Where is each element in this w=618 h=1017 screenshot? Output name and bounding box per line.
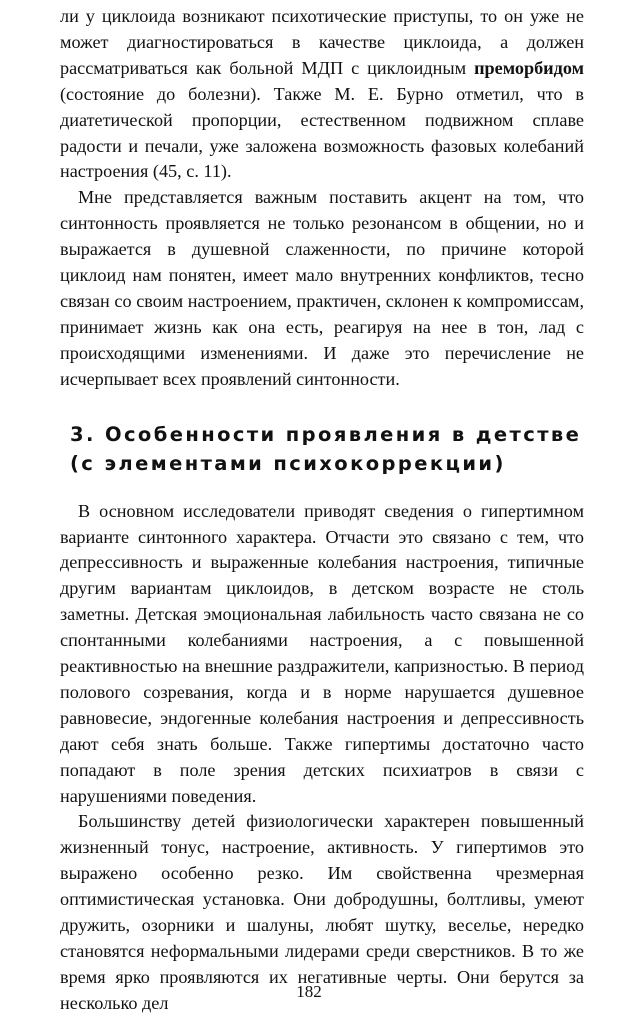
section-heading-line: (с элементами психокоррекции) <box>70 451 506 475</box>
section-heading-line: 3. Особенности проявления в детстве <box>70 422 582 446</box>
paragraph-text: ли у циклоида возникают психотические приступы, то он уже не может диагностироваться в качестве циклоида, а должен рассматриваться как больной МДП с циклоидным <box>60 6 584 78</box>
paragraph-children: Большинству детей физиологически характерен повышенный жизненный тонус, настроение, активность. У гипертимов это выражено особенно резко. Им свойственна чрезмерная оптимистическая установка. Они добродушны, болтливы, умеют дружить, озорники и шалуны, любят шутку, веселье, нередко становятся неформальными лидерами среди сверстников. В то же время ярко проявляются их негативные черты. Они берутся за несколько дел <box>60 811 584 1013</box>
paragraph-continuation <box>60 4 584 185</box>
bold-term: преморбидом <box>474 57 584 78</box>
section-heading <box>70 420 584 478</box>
page-number: 182 <box>296 982 322 1001</box>
paragraph-syntony: Мне представляется важным поставить акцент на том, что синтонность проявляется не только резонансом в общении, но и выражается в душевной слаженности, по причине которой циклоид нам понятен, имеет мало внутренних конфликтов, тесно связан со своим настроением, практичен, склонен к компромиссам, принимает жизнь как она есть, реагируя на нее в тон, лад с происходящими изменениями. И даже это перечисление не исчерпывает всех проявлений синтонности. <box>60 187 584 389</box>
book-page <box>60 4 584 1017</box>
paragraph-researchers: В основном исследователи приводят сведения о гипертимном варианте синтонного характера. Отчасти это связано с тем, что депрессивность и выраженные колебания настроения, типичные другим вариантам циклоидов, в детском возрасте не столь заметны. Детская эмоциональная лабильность часто связана не со спонтанными колебаниями настроения, а с повышенной реактивностью на внешние раздражители, капризностью. В период полового созревания, когда и в норме нарушается душевное равновесие, эндогенные колебания настроения и депрессивность дают себя знать больше. Также гипертимы достаточно часто попадают в поле зрения детских психиатров в связи с нарушениями поведения. <box>60 500 584 806</box>
paragraph-text: (состояние до болезни). Также М. Е. Бурно отметил, что в диатетической пропорции, естественном подвижном сплаве радости и печали, уже заложена возможность фазовых колебаний настроения (45, с. 11). <box>60 83 584 182</box>
